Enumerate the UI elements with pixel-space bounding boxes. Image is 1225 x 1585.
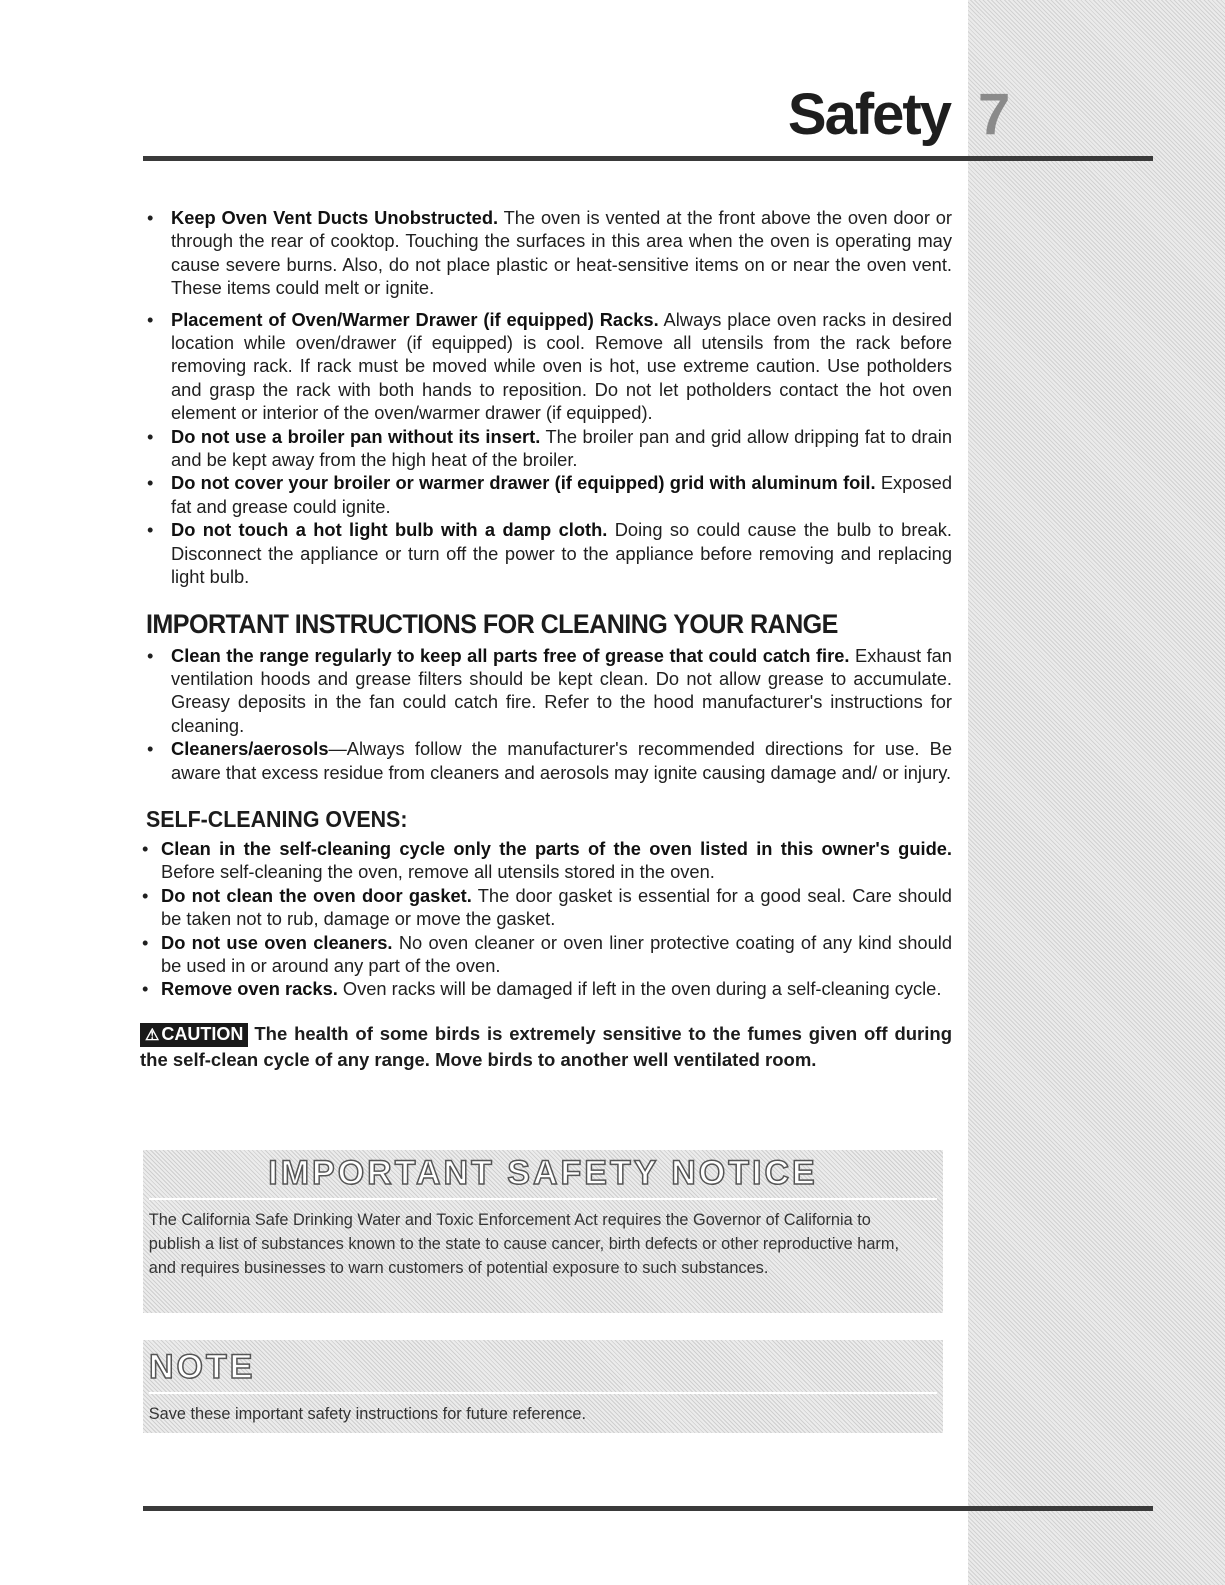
list-item: • Clean the range regularly to keep all parts free of grease that could catch fire. Exhaust fan ventilation hoods and grease filters should be kept clean. Do not allow grease to accumulate. Greasy deposits in the fan could catch fire. Refer to the hood manufacturer's instructions for cleaning. <box>140 644 952 738</box>
list-item: • Do not cover your broiler or warmer drawer (if equipped) grid with aluminum foil. Exposed fat and grease could ignite. <box>140 471 952 518</box>
note-heading: NOTE <box>149 1348 256 1386</box>
list-item: • Do not use oven cleaners. No oven cleaner or oven liner protective coating of any kind should be used in or around any part of the oven. <box>140 931 952 978</box>
caution-paragraph <box>140 1021 952 1072</box>
caution-badge: ⚠ CAUTION <box>140 1023 248 1047</box>
self-cleaning-list <box>140 837 952 1001</box>
caution-text: The health of some birds is extremely sensitive to the fumes given off during the self-clean cycle of any range. Move birds to another well ventilated room. <box>140 1022 952 1070</box>
cleaning-list <box>140 644 952 784</box>
list-item: • Remove oven racks. Oven racks will be damaged if left in the oven during a self-cleaning cycle. <box>140 977 952 1000</box>
top-rule <box>143 156 1153 161</box>
list-item: • Do not use a broiler pan without its insert. The broiler pan and grid allow dripping fat to drain and be kept away from the high heat of the broiler. <box>140 425 952 472</box>
cleaning-heading: IMPORTANT INSTRUCTIONS FOR CLEANING YOUR RANGE <box>146 608 838 639</box>
note-divider <box>149 1392 937 1394</box>
bottom-rule <box>143 1506 1153 1511</box>
safety-notice-text: The California Safe Drinking Water and Toxic Enforcement Act requires the Governor of California to publish a list of substances known to the state to cause cancer, birth defects or other reproductive harm, and requires businesses to warn customers of potential exposure to such substances. <box>148 1210 899 1277</box>
list-item: • Clean in the self-cleaning cycle only the parts of the oven listed in this owner's guide. Before self-cleaning the oven, remove all utensils stored in the oven. <box>140 837 952 884</box>
self-cleaning-heading: SELF-CLEANING OVENS: <box>146 805 408 832</box>
safety-list <box>140 206 952 589</box>
list-item: • Cleaners/aerosols—Always follow the manufacturer's recommended directions for use. Be aware that excess residue from cleaners and aerosols may ignite causing damage and/ or injury. <box>140 737 952 784</box>
list-item: • Keep Oven Vent Ducts Unobstructed. The oven is vented at the front above the oven door or through the rear of cooktop. Touching the surfaces in this area when the oven is operating may cause severe burns. Also, do not place plastic or heat-sensitive items on or near the oven vent. These items could melt or ignite. <box>140 206 952 300</box>
list-item: • Do not touch a hot light bulb with a damp cloth. Doing so could cause the bulb to break. Disconnect the appliance or turn off the power to the appliance before removing and replacing light bulb. <box>140 518 952 588</box>
note-box <box>143 1340 943 1433</box>
page-content <box>140 206 952 1072</box>
safety-notice-heading: IMPORTANT SAFETY NOTICE <box>268 1154 818 1192</box>
page-number: 7 <box>978 82 1011 147</box>
list-item: • Placement of Oven/Warmer Drawer (if equipped) Racks. Always place oven racks in desired location while oven/drawer (if equipped) is cool. Remove all utensils from the rack before removing rack. If rack must be moved while oven is hot, use extreme caution. Use potholders and grasp the rack with both hands to reposition. Do not let potholders contact the hot oven element or interior of the oven/warmer drawer (if equipped). <box>140 308 952 425</box>
side-band <box>968 0 1225 1585</box>
note-text: Save these important safety instructions for future reference. <box>148 1404 586 1423</box>
list-item: • Do not clean the oven door gasket. The door gasket is essential for a good seal. Care should be taken not to rub, damage or move the gasket. <box>140 884 952 931</box>
safety-notice-box <box>143 1150 943 1313</box>
warning-triangle-icon: ⚠ <box>145 1026 160 1044</box>
page-title: Safety <box>787 82 950 147</box>
safety-notice-divider <box>149 1198 937 1200</box>
